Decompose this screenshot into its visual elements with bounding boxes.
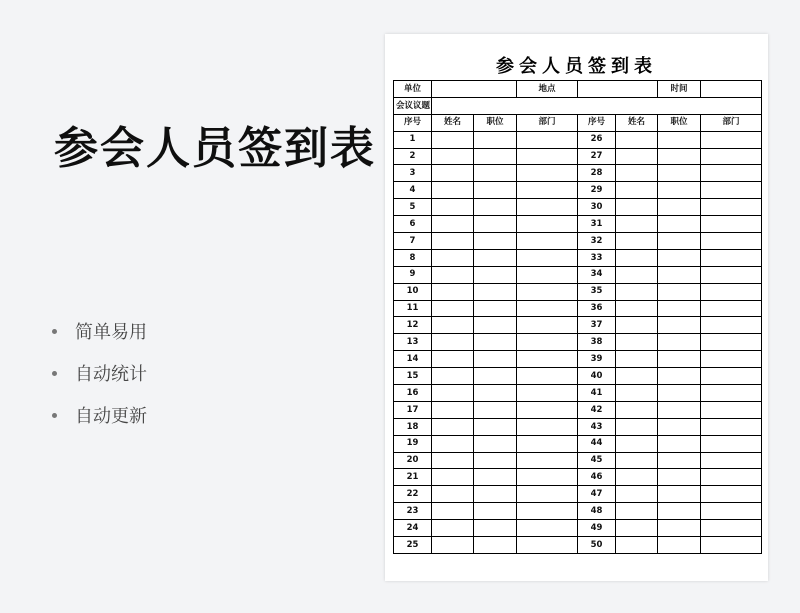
row-number: 37	[578, 317, 616, 334]
position-cell	[658, 317, 701, 334]
department-cell	[701, 418, 762, 435]
department-cell	[701, 182, 762, 199]
name-cell	[432, 452, 474, 469]
department-cell	[701, 300, 762, 317]
name-cell	[432, 351, 474, 368]
row-number: 4	[394, 182, 432, 199]
department-cell	[517, 503, 578, 520]
position-cell	[474, 131, 517, 148]
department-cell	[517, 385, 578, 402]
row-number: 48	[578, 503, 616, 520]
name-cell	[616, 486, 658, 503]
name-cell	[616, 233, 658, 250]
table-row	[394, 148, 762, 165]
position-cell	[658, 486, 701, 503]
position-cell	[474, 368, 517, 385]
name-cell	[432, 233, 474, 250]
feature-list	[52, 310, 147, 436]
feature-item	[52, 394, 147, 436]
position-cell	[474, 334, 517, 351]
department-cell	[701, 266, 762, 283]
row-number: 9	[394, 266, 432, 283]
table-row	[394, 165, 762, 182]
page-title: 参会人员签到表	[54, 123, 376, 174]
row-number: 14	[394, 351, 432, 368]
department-cell	[517, 148, 578, 165]
row-number: 33	[578, 249, 616, 266]
name-header: 姓名	[432, 114, 474, 131]
position-cell	[658, 452, 701, 469]
department-cell	[701, 469, 762, 486]
table-row	[394, 469, 762, 486]
department-cell	[517, 334, 578, 351]
name-cell	[616, 537, 658, 554]
department-cell	[517, 131, 578, 148]
name-cell	[432, 418, 474, 435]
department-cell	[701, 385, 762, 402]
name-cell	[616, 249, 658, 266]
name-cell	[616, 503, 658, 520]
row-number: 35	[578, 283, 616, 300]
name-header: 姓名	[616, 114, 658, 131]
name-cell	[432, 199, 474, 216]
table-row	[394, 368, 762, 385]
table-row	[394, 385, 762, 402]
row-number: 12	[394, 317, 432, 334]
name-cell	[432, 317, 474, 334]
name-cell	[432, 401, 474, 418]
name-cell	[616, 199, 658, 216]
department-cell	[517, 452, 578, 469]
position-cell	[474, 182, 517, 199]
table-row	[394, 216, 762, 233]
table-row	[394, 503, 762, 520]
position-cell	[658, 165, 701, 182]
position-cell	[474, 351, 517, 368]
table-row	[394, 418, 762, 435]
unit-label: 单位	[394, 81, 432, 98]
info-row	[394, 81, 762, 98]
department-header: 部门	[701, 114, 762, 131]
name-cell	[616, 469, 658, 486]
row-number: 10	[394, 283, 432, 300]
name-cell	[616, 148, 658, 165]
row-number: 19	[394, 435, 432, 452]
name-cell	[432, 368, 474, 385]
row-number: 34	[578, 266, 616, 283]
name-cell	[432, 148, 474, 165]
department-header: 部门	[517, 114, 578, 131]
feature-item	[52, 352, 147, 394]
position-cell	[474, 469, 517, 486]
position-cell	[474, 216, 517, 233]
topic-value-cell	[432, 97, 762, 114]
position-cell	[658, 401, 701, 418]
position-cell	[474, 317, 517, 334]
name-cell	[616, 283, 658, 300]
department-cell	[701, 199, 762, 216]
sheet-title: 参会人员签到表	[496, 56, 657, 77]
name-cell	[432, 216, 474, 233]
position-cell	[658, 148, 701, 165]
row-number: 27	[578, 148, 616, 165]
row-number: 21	[394, 469, 432, 486]
position-cell	[658, 182, 701, 199]
position-cell	[474, 165, 517, 182]
department-cell	[517, 351, 578, 368]
name-cell	[616, 520, 658, 537]
position-cell	[474, 199, 517, 216]
row-number: 38	[578, 334, 616, 351]
row-number: 44	[578, 435, 616, 452]
name-cell	[616, 216, 658, 233]
department-cell	[517, 401, 578, 418]
name-cell	[616, 435, 658, 452]
name-cell	[432, 520, 474, 537]
position-cell	[658, 385, 701, 402]
time-value-cell	[701, 81, 762, 98]
row-number: 11	[394, 300, 432, 317]
department-cell	[517, 486, 578, 503]
name-cell	[432, 283, 474, 300]
department-cell	[701, 148, 762, 165]
row-number: 28	[578, 165, 616, 182]
row-number: 22	[394, 486, 432, 503]
table-row	[394, 401, 762, 418]
name-cell	[616, 334, 658, 351]
name-cell	[616, 300, 658, 317]
row-number: 47	[578, 486, 616, 503]
row-number: 29	[578, 182, 616, 199]
row-number: 1	[394, 131, 432, 148]
table-row	[394, 452, 762, 469]
position-cell	[658, 334, 701, 351]
department-cell	[517, 368, 578, 385]
table-row	[394, 520, 762, 537]
department-cell	[517, 199, 578, 216]
table-row	[394, 537, 762, 554]
row-number: 5	[394, 199, 432, 216]
position-cell	[658, 233, 701, 250]
department-cell	[701, 334, 762, 351]
row-number: 17	[394, 401, 432, 418]
position-cell	[658, 216, 701, 233]
department-cell	[517, 182, 578, 199]
name-cell	[616, 401, 658, 418]
department-cell	[701, 520, 762, 537]
row-number: 31	[578, 216, 616, 233]
row-number: 36	[578, 300, 616, 317]
table-row	[394, 266, 762, 283]
row-number: 8	[394, 249, 432, 266]
position-cell	[658, 537, 701, 554]
name-cell	[432, 435, 474, 452]
department-cell	[701, 351, 762, 368]
position-cell	[474, 537, 517, 554]
table-row	[394, 317, 762, 334]
feature-label: 自动统计	[75, 364, 147, 385]
row-number: 50	[578, 537, 616, 554]
place-value-cell	[578, 81, 658, 98]
position-cell	[474, 435, 517, 452]
name-cell	[616, 266, 658, 283]
position-cell	[658, 283, 701, 300]
row-number: 40	[578, 368, 616, 385]
table-row	[394, 351, 762, 368]
department-cell	[517, 283, 578, 300]
name-cell	[616, 182, 658, 199]
row-number: 13	[394, 334, 432, 351]
position-cell	[474, 300, 517, 317]
position-header: 职位	[658, 114, 701, 131]
row-number: 3	[394, 165, 432, 182]
feature-label: 简单易用	[75, 322, 147, 343]
department-cell	[517, 520, 578, 537]
department-cell	[701, 486, 762, 503]
position-cell	[474, 385, 517, 402]
department-cell	[517, 300, 578, 317]
position-cell	[474, 233, 517, 250]
row-number: 39	[578, 351, 616, 368]
row-number: 18	[394, 418, 432, 435]
department-cell	[517, 266, 578, 283]
table-row	[394, 131, 762, 148]
name-cell	[432, 131, 474, 148]
row-number: 25	[394, 537, 432, 554]
name-cell	[432, 486, 474, 503]
name-cell	[616, 452, 658, 469]
row-number: 42	[578, 401, 616, 418]
position-cell	[658, 249, 701, 266]
table-row	[394, 233, 762, 250]
department-cell	[701, 537, 762, 554]
position-cell	[658, 503, 701, 520]
table-row	[394, 199, 762, 216]
department-cell	[701, 368, 762, 385]
name-cell	[432, 182, 474, 199]
feature-label: 自动更新	[75, 406, 147, 427]
row-number: 30	[578, 199, 616, 216]
department-cell	[701, 131, 762, 148]
position-cell	[658, 351, 701, 368]
name-cell	[432, 469, 474, 486]
row-number: 20	[394, 452, 432, 469]
row-number: 26	[578, 131, 616, 148]
name-cell	[616, 385, 658, 402]
department-cell	[701, 503, 762, 520]
position-header: 职位	[474, 114, 517, 131]
name-cell	[432, 503, 474, 520]
table-row	[394, 334, 762, 351]
department-cell	[517, 537, 578, 554]
row-number: 23	[394, 503, 432, 520]
row-number: 2	[394, 148, 432, 165]
position-cell	[658, 469, 701, 486]
row-number: 45	[578, 452, 616, 469]
topic-row	[394, 97, 762, 114]
name-cell	[616, 165, 658, 182]
bullet-icon	[52, 371, 57, 376]
position-cell	[658, 199, 701, 216]
department-cell	[701, 165, 762, 182]
position-cell	[658, 418, 701, 435]
department-cell	[517, 418, 578, 435]
department-cell	[517, 233, 578, 250]
position-cell	[658, 266, 701, 283]
feature-item	[52, 310, 147, 352]
name-cell	[432, 165, 474, 182]
department-cell	[701, 317, 762, 334]
time-label: 时间	[658, 81, 701, 98]
name-cell	[432, 385, 474, 402]
row-number: 46	[578, 469, 616, 486]
row-number: 32	[578, 233, 616, 250]
position-cell	[658, 131, 701, 148]
name-cell	[432, 249, 474, 266]
row-number: 15	[394, 368, 432, 385]
department-cell	[701, 249, 762, 266]
position-cell	[474, 148, 517, 165]
position-cell	[658, 300, 701, 317]
name-cell	[432, 266, 474, 283]
table-row	[394, 486, 762, 503]
department-cell	[701, 435, 762, 452]
row-number: 43	[578, 418, 616, 435]
position-cell	[658, 435, 701, 452]
department-cell	[517, 249, 578, 266]
position-cell	[474, 249, 517, 266]
sign-in-sheet-preview	[385, 34, 768, 581]
name-cell	[616, 351, 658, 368]
row-number: 41	[578, 385, 616, 402]
topic-label: 会议议题	[394, 97, 432, 114]
seq-header: 序号	[394, 114, 432, 131]
name-cell	[432, 537, 474, 554]
header-row	[394, 114, 762, 131]
department-cell	[517, 469, 578, 486]
row-number: 24	[394, 520, 432, 537]
name-cell	[616, 418, 658, 435]
row-number: 7	[394, 233, 432, 250]
row-number: 49	[578, 520, 616, 537]
department-cell	[701, 283, 762, 300]
bullet-icon	[52, 413, 57, 418]
table-row	[394, 182, 762, 199]
department-cell	[517, 435, 578, 452]
position-cell	[474, 418, 517, 435]
row-number: 6	[394, 216, 432, 233]
table-row	[394, 435, 762, 452]
name-cell	[616, 368, 658, 385]
name-cell	[432, 334, 474, 351]
position-cell	[658, 368, 701, 385]
position-cell	[474, 486, 517, 503]
bullet-icon	[52, 329, 57, 334]
table-row	[394, 249, 762, 266]
table-row	[394, 300, 762, 317]
position-cell	[474, 520, 517, 537]
sign-in-table	[393, 80, 762, 554]
position-cell	[474, 283, 517, 300]
department-cell	[701, 216, 762, 233]
department-cell	[517, 317, 578, 334]
department-cell	[517, 216, 578, 233]
name-cell	[616, 317, 658, 334]
position-cell	[474, 452, 517, 469]
table-row	[394, 283, 762, 300]
position-cell	[474, 503, 517, 520]
department-cell	[701, 452, 762, 469]
name-cell	[616, 131, 658, 148]
place-label: 地点	[517, 81, 578, 98]
unit-value-cell	[432, 81, 517, 98]
seq-header: 序号	[578, 114, 616, 131]
department-cell	[701, 233, 762, 250]
row-number: 16	[394, 385, 432, 402]
position-cell	[474, 266, 517, 283]
department-cell	[701, 401, 762, 418]
department-cell	[517, 165, 578, 182]
position-cell	[658, 520, 701, 537]
name-cell	[432, 300, 474, 317]
position-cell	[474, 401, 517, 418]
